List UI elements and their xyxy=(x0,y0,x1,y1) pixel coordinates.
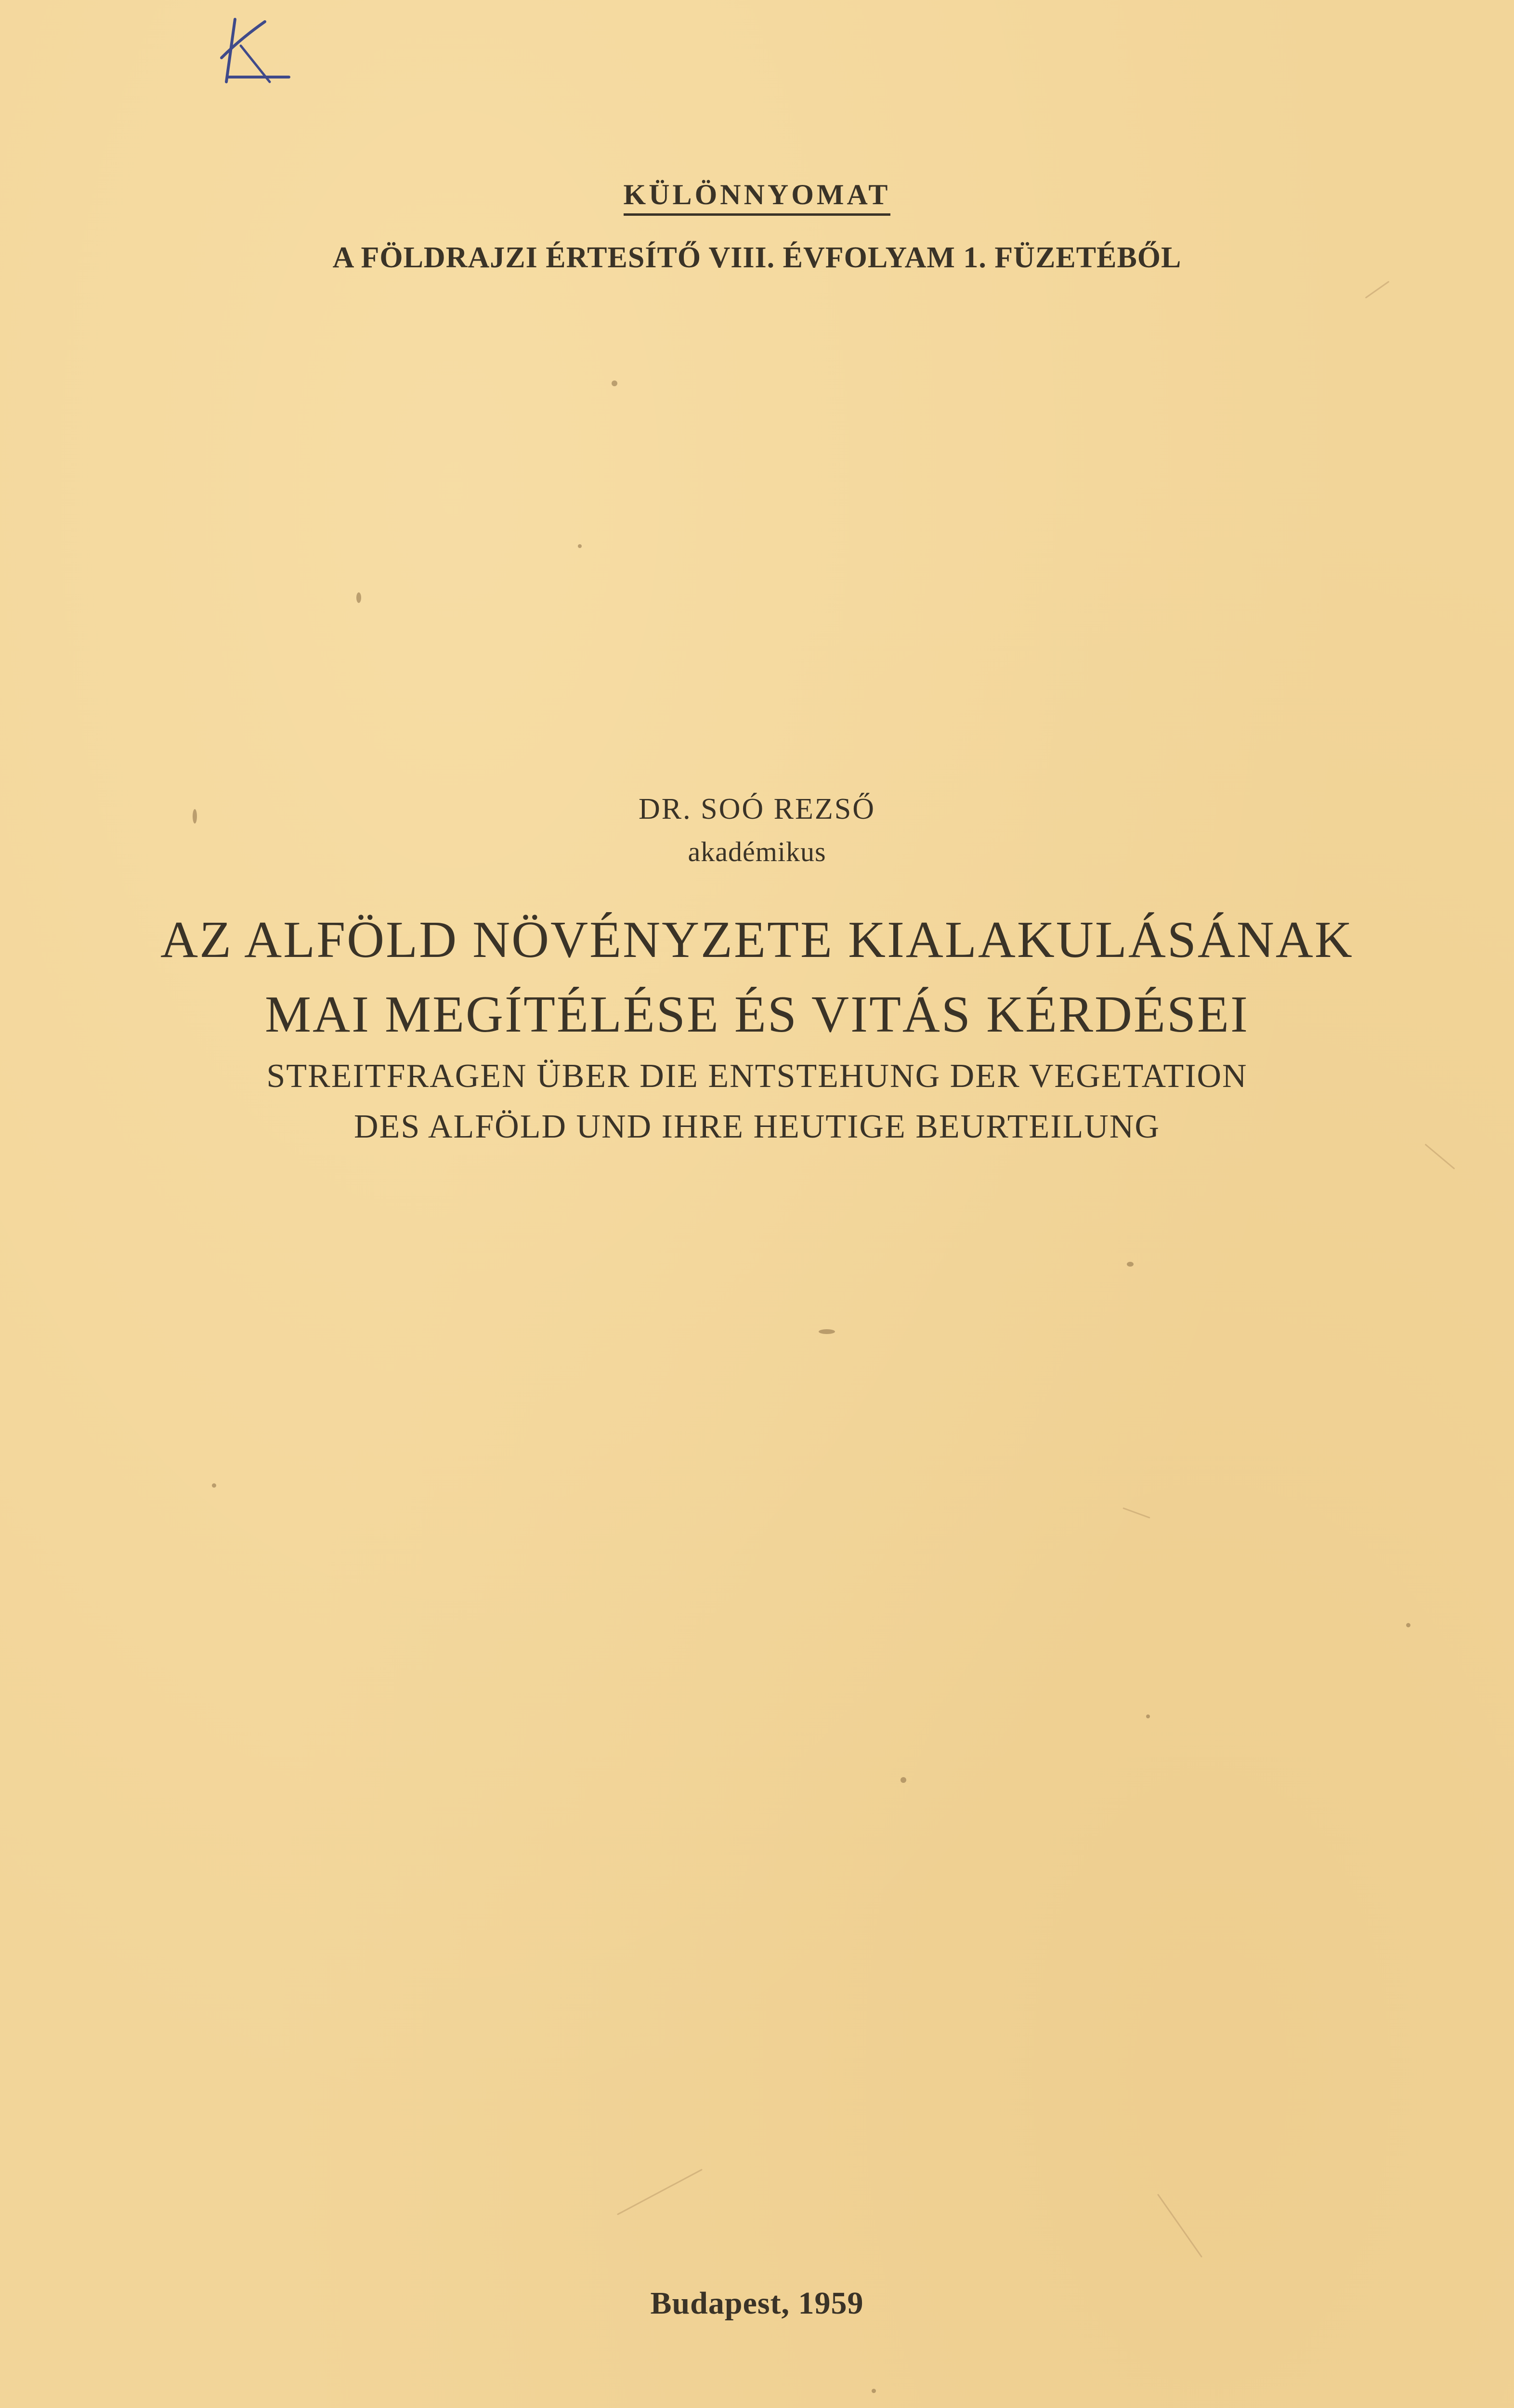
paper-fiber xyxy=(1122,1507,1150,1518)
paper-speck xyxy=(612,380,617,386)
author-rank: akadémikus xyxy=(688,836,826,867)
paper-fiber xyxy=(1365,281,1390,299)
paper-speck xyxy=(872,2389,876,2393)
paper-speck xyxy=(1406,1623,1410,1627)
author-name: DR. SOÓ REZSŐ xyxy=(638,793,875,825)
paper-fiber xyxy=(1424,1144,1455,1170)
paper-speck xyxy=(1146,1714,1150,1718)
paper-speck xyxy=(356,592,361,603)
paper-speck xyxy=(1127,1262,1134,1267)
imprint: Budapest, 1959 xyxy=(650,2286,864,2321)
german-title-line-2: DES ALFÖLD UND IHRE HEUTIGE BEURTEILUNG xyxy=(354,1108,1160,1145)
handwritten-mark xyxy=(212,10,299,87)
paper-speck xyxy=(819,1329,835,1334)
source-line: A FÖLDRAJZI ÉRTESÍTŐ VIII. ÉVFOLYAM 1. FÜZETÉBŐL xyxy=(332,241,1182,274)
paper-fiber xyxy=(617,2169,703,2215)
paper-speck xyxy=(212,1483,216,1488)
offprint-heading xyxy=(0,178,1514,216)
title-line-1: AZ ALFÖLD NÖVÉNYZETE KIALAKULÁSÁNAK xyxy=(160,911,1354,968)
offprint-label: KÜLÖNNYOMAT xyxy=(624,178,891,216)
paper-fiber xyxy=(1157,2194,1202,2258)
title-line-2: MAI MEGÍTÉLÉSE ÉS VITÁS KÉRDÉSEI xyxy=(265,986,1249,1043)
paper-speck xyxy=(901,1777,906,1783)
paper-speck xyxy=(578,544,582,548)
german-title-line-1: STREITFRAGEN ÜBER DIE ENTSTEHUNG DER VEGETATION xyxy=(266,1058,1248,1095)
